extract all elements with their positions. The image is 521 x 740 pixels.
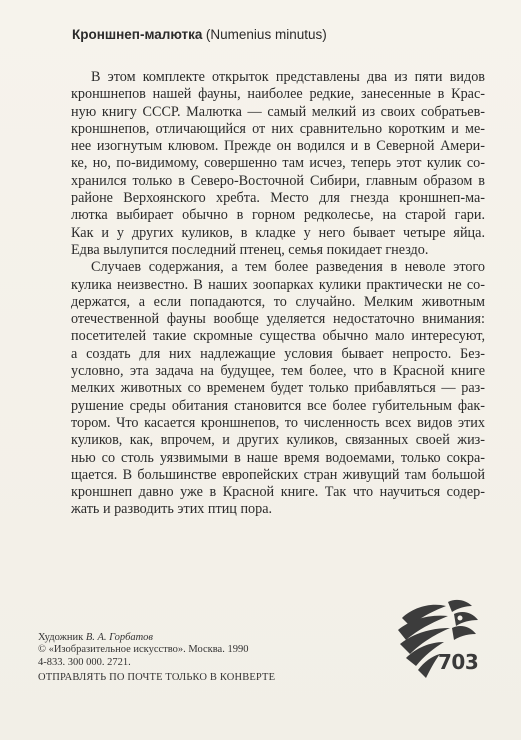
text-line: нью со столь уязвимыми в наше время водоемами, только сокра- — [71, 449, 485, 466]
text-line: куликов, как, впрочем, и других куликов, связанных своей жиз- — [71, 432, 485, 449]
text-line: кулика неизвестно. В наших зоопарках кулики практически не со- — [71, 276, 485, 293]
logo-number: 703 — [438, 650, 479, 674]
imprint — [38, 632, 248, 669]
paragraph-1 — [71, 69, 485, 259]
artist-credit — [38, 632, 248, 644]
text-line: посетителей такие скромные существа обычно мало интересуют, — [71, 328, 485, 345]
text-line: В этом комплекте открыток представлены два из пяти видов — [91, 69, 485, 85]
text-line: Едва вылупится последний птенец, семья покидает гнездо. — [71, 241, 429, 258]
text-line: кроншнепов нашей фауны, наиболее редкие, занесенные в Крас- — [71, 86, 485, 103]
text-line: мелких животных со временем будет только прибавляться — раз- — [71, 380, 485, 397]
text-line: Как и у других куликов, в кладке у него бывает четыре яйца. — [71, 224, 485, 241]
text-line: держатся, а если попадаются, то случайно. Мелким животным — [71, 293, 485, 310]
text-line: жать и разводить этих птиц пора. — [71, 501, 273, 518]
publisher-line: © «Изобразительное искусство». Москва. 1990 — [38, 644, 249, 656]
text-line: рушение среды обитания становится все более губительным фак- — [71, 397, 485, 414]
text-line: а создать для них надлежащие условия бывает непросто. Без- — [71, 345, 485, 362]
text-line: тором. Что касается кроншнепов, то численность всех видов этих — [71, 414, 485, 431]
text-line: хранился только в Северо-Восточной Сибири, главным образом в — [71, 172, 485, 189]
artist-label: Художник — [38, 632, 84, 643]
text-line: районе Верхоянского хребта. Место для гнезда кроншнеп-ма- — [71, 190, 485, 207]
text-line: кроншнеп давно уже в Красной книге. Так что научиться содер- — [71, 484, 485, 501]
text-line: условно, эта задача на будущее, тем более, что в Красной книге — [71, 363, 485, 380]
species-latin-name: (Numenius minutus) — [205, 27, 327, 42]
print-code: 4-833. 300 000. 2721. — [38, 656, 131, 668]
text-line: щается. В большинстве европейских стран живущий там большой — [71, 466, 485, 483]
text-line: Случаев содержания, а тем более разведения в неволе этого — [91, 259, 485, 276]
text-line: кроншнепов, отличающийся от них сравнительно коротким и ме- — [71, 120, 485, 137]
text-line: лютка выбирает обычно в горном редколесье, на старой гари. — [71, 207, 485, 224]
species-name: Кроншнеп-малютка — [72, 27, 203, 42]
description-text — [71, 69, 485, 519]
text-line: ке, но, по-видимому, совершенно там исчез, теперь этот кулик со- — [71, 155, 485, 172]
text-line: нее изогнутым клювом. Прежде он водился и в Северной Амери- — [71, 138, 485, 155]
species-title — [72, 27, 327, 44]
zebra-head-icon — [392, 596, 484, 688]
text-line: ную книгу СССР. Малютка — самый мелкий из своих собратьев- — [71, 103, 485, 120]
text-line: отечественной фауны вообще уделяется недостаточно внимания: — [71, 311, 485, 328]
paragraph-2 — [71, 259, 485, 518]
artist-name: В. А. Горбатов — [85, 632, 153, 643]
mailing-notice: ОТПРАВЛЯТЬ ПО ПОЧТЕ ТОЛЬКО В КОНВЕРТЕ — [38, 672, 276, 683]
